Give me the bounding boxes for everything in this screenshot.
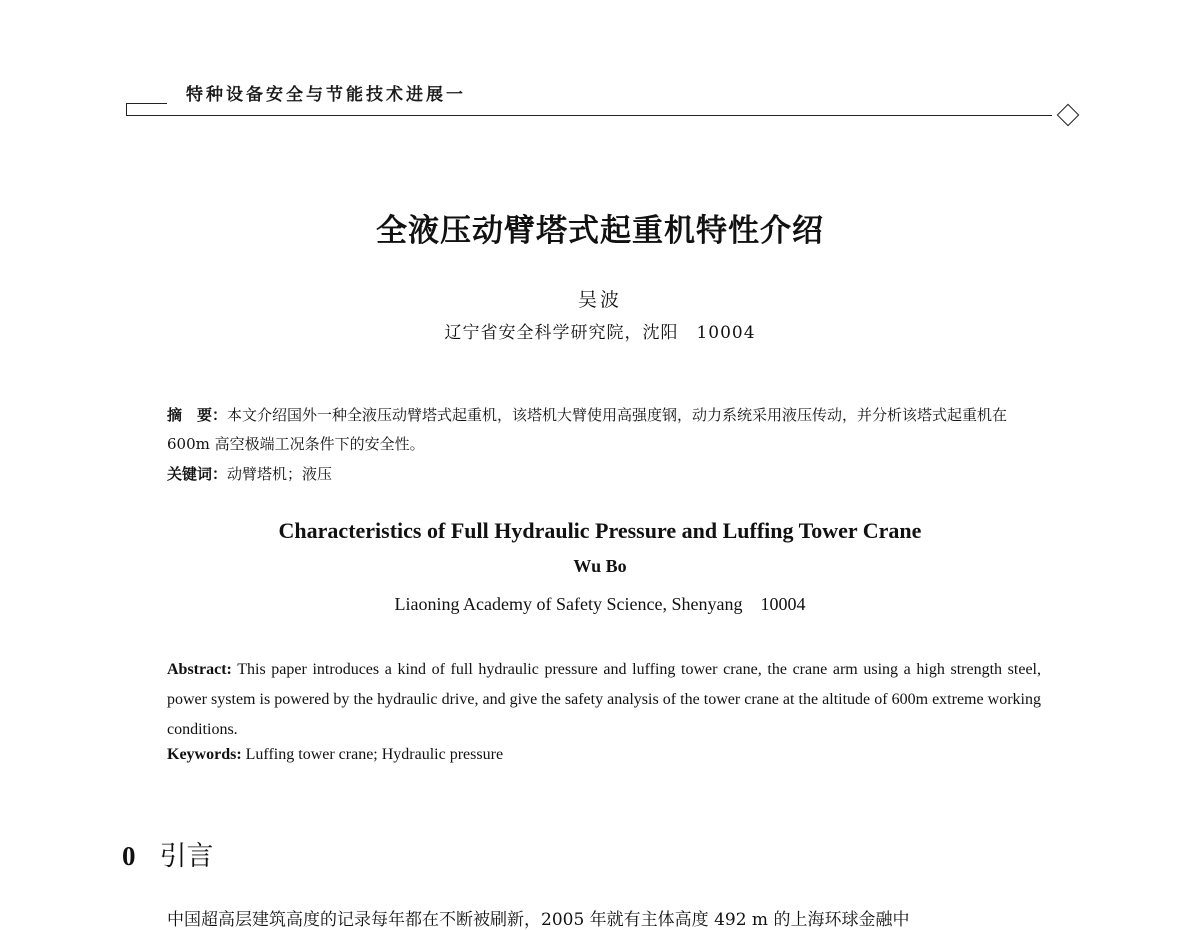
- diamond-icon: [1057, 104, 1080, 127]
- affiliation-cn: 辽宁省安全科学研究院，沈阳 10004: [444, 323, 756, 343]
- keywords-en-text: Luffing tower crane; Hydraulic pressure: [241, 746, 504, 763]
- section-heading: [122, 834, 214, 873]
- abstract-cn-label: 摘 要：: [167, 406, 228, 424]
- abstract-en: [167, 655, 1041, 745]
- series-title: 特种设备安全与节能技术进展一: [186, 85, 466, 105]
- keywords-en-label: Keywords:: [167, 746, 242, 763]
- abstract-cn: [167, 401, 1047, 459]
- abstract-cn-text: 本文介绍国外一种全液压动臂塔式起重机，该塔机大臂使用高强度钢，动力系统采用液压传动，并分析该塔式起重机在 600m 高空极端工况条件下的安全性。: [167, 406, 1008, 453]
- paper-title-cn: 全液压动臂塔式起重机特性介绍: [376, 213, 824, 249]
- author-cn: 吴波: [577, 289, 622, 311]
- abstract-en-label: Abstract:: [167, 661, 232, 678]
- keywords-en: [167, 746, 503, 764]
- section-number: 0: [122, 841, 136, 871]
- header-rule: [127, 115, 1052, 116]
- keywords-cn-text: 动臂塔机；液压: [227, 465, 333, 483]
- section-title: 引言: [159, 841, 214, 872]
- author-en: Wu Bo: [573, 556, 627, 576]
- header-rule-short: [127, 103, 167, 104]
- body-text-line: 中国超高层建筑高度的记录每年都在不断被刷新，2005 年就有主体高度 492 m 的上海环球金融中: [167, 910, 910, 930]
- keywords-cn: [167, 460, 332, 489]
- keywords-cn-label: 关键词：: [167, 465, 228, 483]
- affiliation-en: Liaoning Academy of Safety Science, Shenyang 10004: [394, 594, 806, 614]
- paper-title-en: Characteristics of Full Hydraulic Pressure and Luffing Tower Crane: [278, 518, 922, 543]
- abstract-en-text: This paper introduces a kind of full hydraulic pressure and luffing tower crane, the crane arm using a high strength steel, power system is powered by the hydraulic drive, and give the safety analysis of the tower crane at the altitude of 600m extreme working conditions.: [167, 661, 1041, 738]
